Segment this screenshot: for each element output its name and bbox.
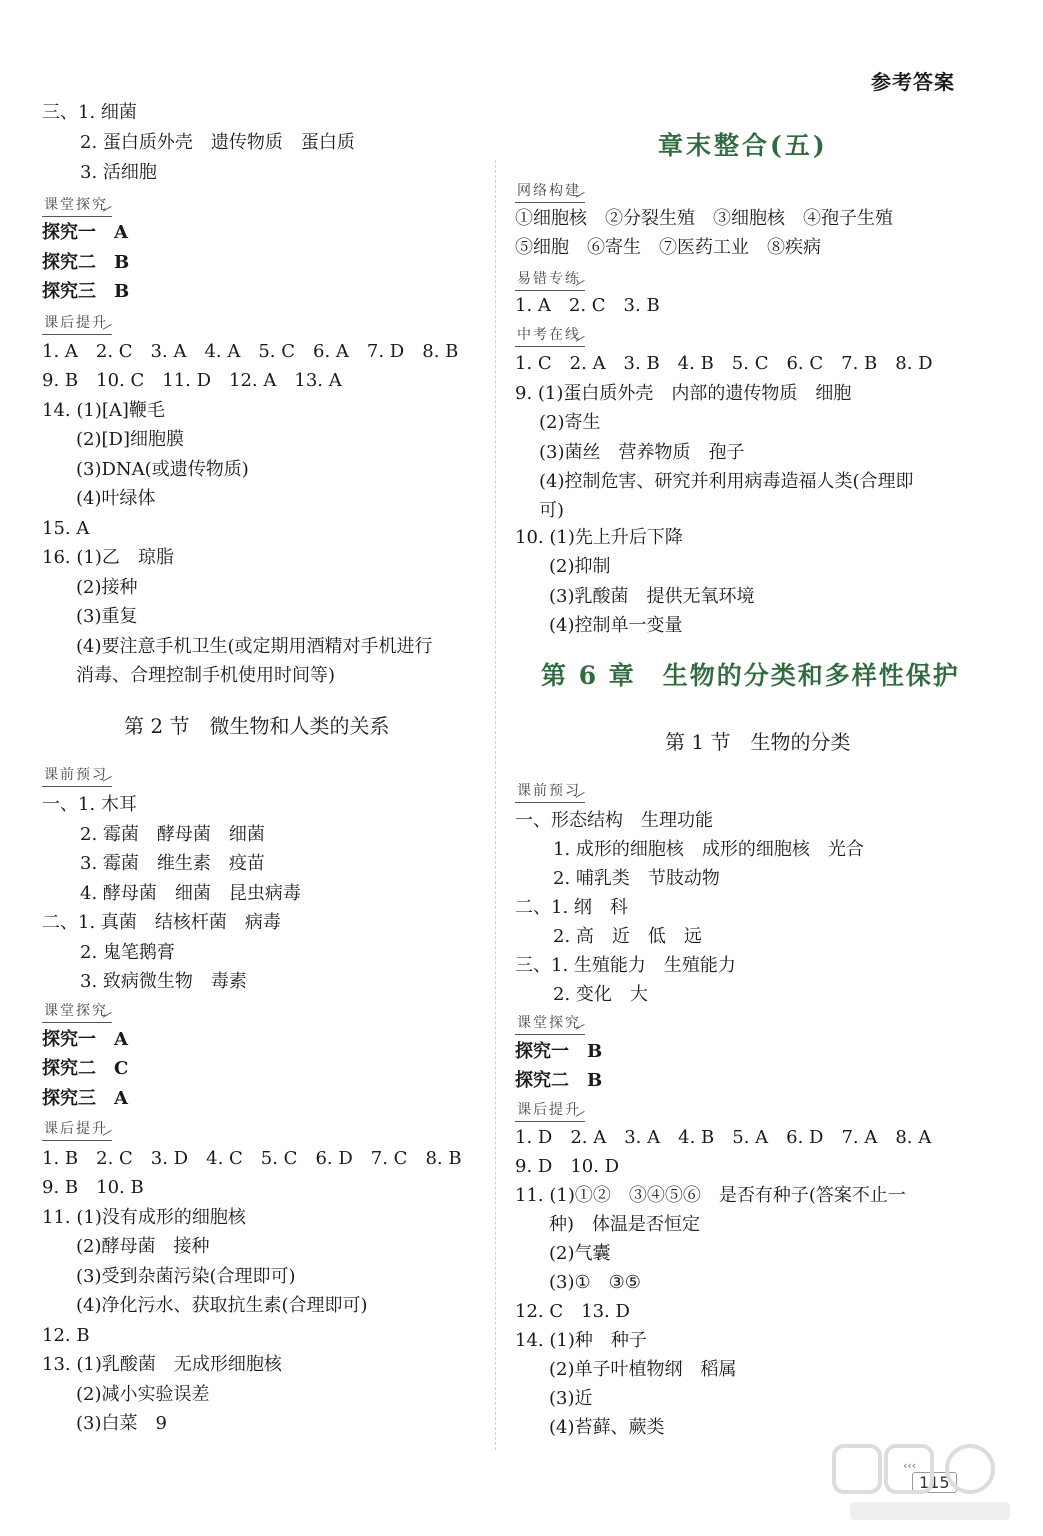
section-label: 课后提升 xyxy=(515,1099,585,1122)
answer-line: 种) 体温是否恒定 xyxy=(549,1214,701,1235)
page-number: ‹‹‹ 115 xyxy=(912,1472,957,1493)
section-label: 课后提升 xyxy=(42,312,112,335)
section-label: 课后提升 xyxy=(42,1118,112,1141)
answer-line: (4)叶绿体 xyxy=(76,488,156,509)
answer-line: 探究三 A xyxy=(42,1088,128,1109)
answer-line: 3. 活细胞 xyxy=(80,162,157,183)
answer-line: (4)控制单一变量 xyxy=(549,615,683,636)
answer-line: (3)重复 xyxy=(76,606,138,627)
answer-line: (4)要注意手机卫生(或定期用酒精对手机进行 xyxy=(76,636,433,657)
header-title: 参考答案 xyxy=(871,70,955,94)
column-divider xyxy=(495,160,496,1450)
answer-line: 1. A 2. C 3. A 4. A 5. C 6. A 7. D 8. B xyxy=(42,341,459,362)
section-label: 课前预习 xyxy=(42,764,112,787)
answer-line: (4)苔藓、蕨类 xyxy=(549,1417,665,1438)
section-label: 课堂探究 xyxy=(515,1012,585,1035)
answer-line: (2)酵母菌 接种 xyxy=(76,1236,210,1257)
answer-line: ⑤细胞 ⑥寄生 ⑦医药工业 ⑧疾病 xyxy=(515,237,821,258)
answer-line: 1. D 2. A 3. A 4. B 5. A 6. D 7. A 8. A xyxy=(515,1127,932,1148)
answer-line: (2)接种 xyxy=(76,577,138,598)
answer-line: 探究一 B xyxy=(515,1041,603,1062)
answer-line: 9. D 10. D xyxy=(515,1156,620,1177)
answer-line: 消毒、合理控制手机使用时间等) xyxy=(76,665,336,686)
answer-line: (3)乳酸菌 提供无氧环境 xyxy=(549,586,755,607)
answer-line: 12. C 13. D xyxy=(515,1301,630,1322)
answer-line: 15. A xyxy=(42,518,90,539)
answer-line: 1. B 2. C 3. D 4. C 5. C 6. D 7. C 8. B xyxy=(42,1148,462,1169)
chapter-title: 第 6 章 生物的分类和多样性保护 xyxy=(541,661,960,690)
answer-line: 3. 致病微生物 毒素 xyxy=(80,971,247,992)
answer-line: (4)控制危害、研究并利用病毒造福人类(合理即 xyxy=(539,471,914,492)
answer-line: (3)DNA(或遗传物质) xyxy=(76,459,249,480)
answer-line: 9. (1)蛋白质外壳 内部的遗传物质 细胞 xyxy=(515,383,852,404)
section-label: 中考在线 xyxy=(515,324,585,347)
section-heading: 第 2 节 微生物和人类的关系 xyxy=(124,714,390,738)
answer-line: 2. 哺乳类 节肢动物 xyxy=(553,868,720,889)
answer-line: 可) xyxy=(539,500,565,521)
summary-title: 章末整合(五) xyxy=(658,131,828,160)
section-heading: 第 1 节 生物的分类 xyxy=(665,730,851,754)
answer-line: 三、1. 细菌 xyxy=(42,102,137,123)
answer-line: (4)净化污水、获取抗生素(合理即可) xyxy=(76,1295,368,1316)
answer-line: 2. 蛋白质外壳 遗传物质 蛋白质 xyxy=(80,132,355,153)
answer-line: (2)抑制 xyxy=(549,556,611,577)
answer-line: 12. B xyxy=(42,1325,90,1346)
answer-line: (3)① ③⑤ xyxy=(549,1272,641,1293)
answer-line: 2. 高 近 低 远 xyxy=(553,926,702,947)
answer-line: (3)菌丝 营养物质 孢子 xyxy=(539,442,745,463)
answer-line: 一、1. 木耳 xyxy=(42,794,137,815)
answer-line: (3)近 xyxy=(549,1388,593,1409)
section-label: 课堂探究 xyxy=(42,1000,112,1023)
section-label: 课前预习 xyxy=(515,780,585,803)
answer-line: 13. (1)乳酸菌 无成形细胞核 xyxy=(42,1354,282,1375)
answer-line: 一、形态结构 生理功能 xyxy=(515,810,713,831)
answer-line: 16. (1)乙 琼脂 xyxy=(42,547,174,568)
answer-line: (3)白菜 9 xyxy=(76,1413,167,1434)
answer-line: 9. B 10. C 11. D 12. A 13. A xyxy=(42,370,342,391)
answer-line: 14. (1)种 种子 xyxy=(515,1330,647,1351)
answer-line: 二、1. 真菌 结核杆菌 病毒 xyxy=(42,912,281,933)
answer-line: 探究一 A xyxy=(42,1029,128,1050)
answer-line: 10. (1)先上升后下降 xyxy=(515,527,683,548)
answer-line: 三、1. 生殖能力 生殖能力 xyxy=(515,955,736,976)
answer-line: 14. (1)[A]鞭毛 xyxy=(42,400,165,421)
answer-line: 11. (1)没有成形的细胞核 xyxy=(42,1207,246,1228)
answer-line: 4. 酵母菌 细菌 昆虫病毒 xyxy=(80,883,301,904)
answer-line: 1. C 2. A 3. B 4. B 5. C 6. C 7. B 8. D xyxy=(515,353,933,374)
answer-line: 探究二 B xyxy=(42,252,130,273)
answer-line: 探究三 B xyxy=(42,281,130,302)
answer-line: 探究二 C xyxy=(42,1058,129,1079)
section-label: 网络构建 xyxy=(515,180,585,203)
answer-line: 1. 成形的细胞核 成形的细胞核 光合 xyxy=(553,839,864,860)
answer-line: 1. A 2. C 3. B xyxy=(515,295,660,316)
answer-line: 探究一 A xyxy=(42,222,128,243)
section-label: 课堂探究 xyxy=(42,194,112,217)
answer-line: (2)减小实验误差 xyxy=(76,1384,210,1405)
answer-line: (2)气囊 xyxy=(549,1243,611,1264)
answer-line: (2)寄生 xyxy=(539,412,601,433)
answer-line: 3. 霉菌 维生素 疫苗 xyxy=(80,853,265,874)
answer-line: ①细胞核 ②分裂生殖 ③细胞核 ④孢子生殖 xyxy=(515,208,893,229)
answer-line: 探究二 B xyxy=(515,1070,603,1091)
answer-line: (3)受到杂菌污染(合理即可) xyxy=(76,1266,296,1287)
section-label: 易错专练 xyxy=(515,268,585,291)
answer-line: 2. 霉菌 酵母菌 细菌 xyxy=(80,824,265,845)
answer-line: (2)单子叶植物纲 稻属 xyxy=(549,1359,737,1380)
answer-line: 9. B 10. B xyxy=(42,1177,144,1198)
answer-line: (2)[D]细胞膜 xyxy=(76,429,184,450)
answer-line: 11. (1)①② ③④⑤⑥ 是否有种子(答案不止一 xyxy=(515,1185,906,1206)
answer-line: 二、1. 纲 科 xyxy=(515,897,628,918)
answer-line: 2. 变化 大 xyxy=(553,984,648,1005)
answer-line: 2. 鬼笔鹅膏 xyxy=(80,942,175,963)
